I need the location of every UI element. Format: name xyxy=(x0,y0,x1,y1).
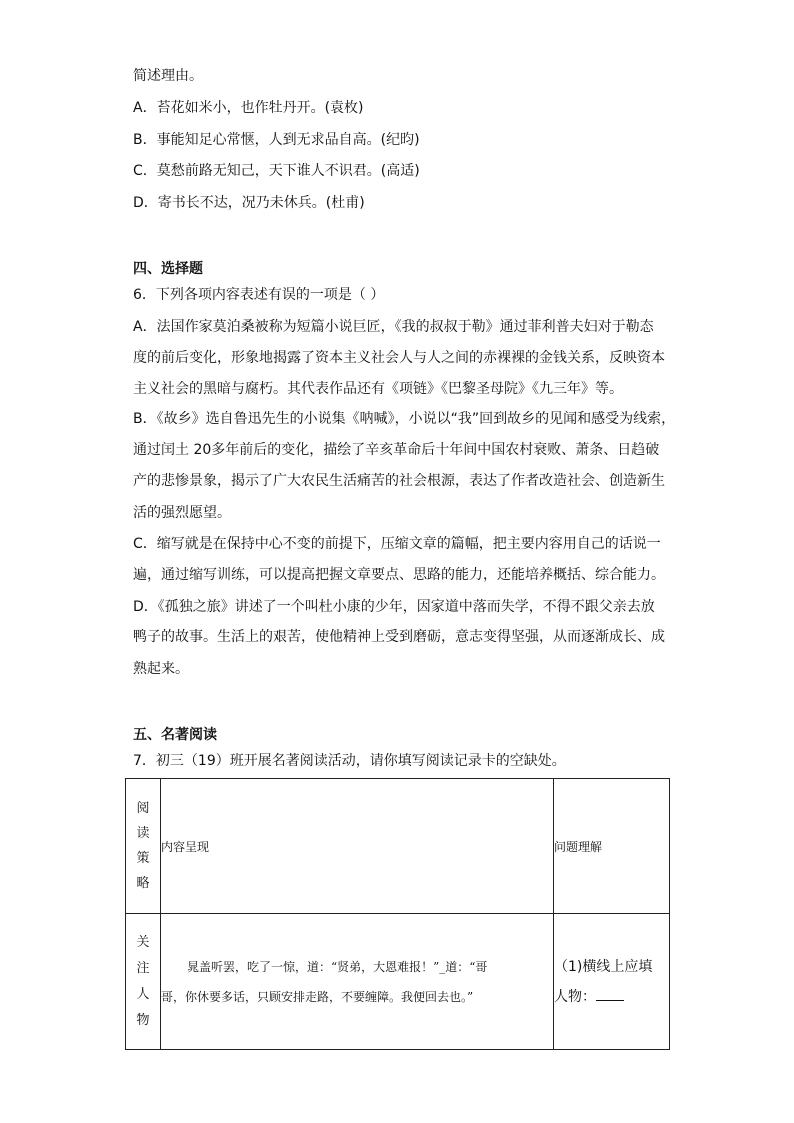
strategy-header-char: 阅 xyxy=(136,801,150,816)
strategy-char: 人 xyxy=(136,986,150,1002)
q6-line: 主义社会的黑暗与腐朽。其代表作品还有《项链》《巴黎圣母院》《九三年》等。 xyxy=(133,381,623,397)
strategy-cell xyxy=(126,914,161,1050)
quote-line-1: 晁盖听罢，吃了一惊，道：“贤弟，大恩难报！”_道：“哥 xyxy=(187,959,488,974)
strategy-char: 关 xyxy=(136,934,150,950)
understanding-cell xyxy=(554,914,670,1050)
understanding-line-1: （1)横线上应填 xyxy=(554,958,653,975)
strategy-char: 注 xyxy=(136,960,150,976)
q6-line: C．缩写就是在保持中心不变的前提下，压缩文章的篇幅，把主要内容用自己的话说一 xyxy=(133,536,661,552)
q6-stem: 6．下列各项内容表述有误的一项是（ ） xyxy=(133,287,385,303)
quote-line-2: 哥，你休要多话，只顾安排走路，不要缠障。我便回去也。” xyxy=(161,989,474,1004)
strategy-header-char: 读 xyxy=(136,826,150,841)
q5-option-c: C．莫愁前路无知己，天下谁人不识君。(高适) xyxy=(133,163,420,179)
strategy-header-cell xyxy=(126,779,161,914)
q5-intro: 简述理由。 xyxy=(133,68,203,84)
q6-line: 鸭子的故事。生活上的艰苦，使他精神上受到磨砺，意志变得坚强，从而逐渐成长、成 xyxy=(133,629,665,645)
understanding-line-2: 人物： xyxy=(554,988,596,1005)
q6-line: 产的悲惨景象，揭示了广大农民生活痛苦的社会根源，表达了作者改造社会、创造新生 xyxy=(133,473,665,489)
q6-line: D．《孤独之旅》讲述了一个叫杜小康的少年，因家道中落而失学，不得不跟父亲去放 xyxy=(133,599,655,615)
q5-option-d: D．寄书长不达，况乃未休兵。(杜甫) xyxy=(133,195,365,211)
understanding-header: 问题理解 xyxy=(554,779,670,914)
reading-record-card xyxy=(125,778,670,1050)
strategy-header-char: 策 xyxy=(136,851,150,866)
q6-line: 度的前后变化，形象地揭露了资本主义社会人与人之间的赤裸裸的金钱关系，反映资本 xyxy=(133,350,665,366)
answer-blank[interactable] xyxy=(596,986,624,1001)
q5-option-b: B．事能知足心常惬，人到无求品自高。(纪昀) xyxy=(133,132,420,148)
section5-title: 五、名著阅读 xyxy=(133,727,217,743)
q6-line: 活的强烈愿望。 xyxy=(133,505,231,521)
q7-stem: 7．初三（19）班开展名著阅读活动，请你填写阅读记录卡的空缺处。 xyxy=(133,753,566,769)
q6-line: 熟起来。 xyxy=(133,661,189,677)
section4-title: 四、选择题 xyxy=(133,261,203,277)
table-row xyxy=(126,914,670,1050)
strategy-header-char: 略 xyxy=(136,876,150,891)
q5-option-a: A．苔花如米小，也作牡丹开。(袁枚) xyxy=(133,100,364,116)
content-cell xyxy=(161,914,554,1050)
q6-line: B．《故乡》选自鲁迅先生的小说集《呐喊》，小说以“我”回到故乡的见闻和感受为线索， xyxy=(133,411,676,427)
q6-line: A．法国作家莫泊桑被称为短篇小说巨匠，《我的叔叔于勒》通过菲利普夫妇对于勒态 xyxy=(133,319,654,335)
q6-line: 通过闰土 20多年前后的变化，描绘了辛亥革命后十年间中国农村衰败、萧条、日趋破 xyxy=(133,442,660,458)
strategy-char: 物 xyxy=(136,1012,150,1028)
content-header: 内容呈现 xyxy=(161,779,554,914)
table-header-row xyxy=(126,779,670,914)
q6-line: 遍，通过缩写训练，可以提高把握文章要点、思路的能力，还能培养概括、综合能力。 xyxy=(133,567,665,583)
